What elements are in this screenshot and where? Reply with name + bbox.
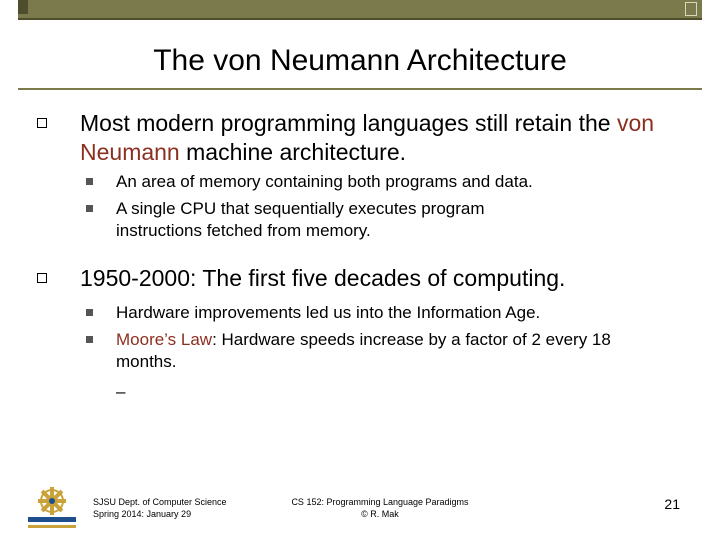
- sub-bullet-1-1: [116, 171, 656, 193]
- footer-course-line2: © R. Mak: [361, 509, 399, 519]
- decor-square: [18, 0, 28, 14]
- footer-dept: [93, 496, 227, 520]
- footer-dept-line1: SJSU Dept. of Computer Science: [93, 497, 227, 507]
- bullet-1-text: Most modern programming languages still retain the: [80, 110, 617, 136]
- page-number: 21: [664, 496, 680, 512]
- bullet-1-accent: von Neumann: [80, 110, 655, 165]
- filled-square-bullet-icon: [86, 178, 93, 185]
- filled-square-bullet-icon: [86, 309, 93, 316]
- title-rule: [18, 88, 702, 90]
- footer-course-line1: CS 152: Programming Language Paradigms: [291, 497, 469, 507]
- decor-outline-square: [685, 2, 697, 16]
- top-decor-bar: [18, 0, 702, 20]
- sub-bullet-2-2: [116, 329, 636, 373]
- sub-bullet-1-1-text: An area of memory containing both programs and data.: [116, 172, 533, 191]
- sub-bullet-2-1: [116, 302, 656, 324]
- sub-bullet-2-1-text: Hardware improvements led us into the Information Age.: [116, 303, 541, 322]
- bullet-2: [80, 264, 690, 293]
- sub-bullet-1-2-text: A single CPU that sequentially executes program instructions fetched from memory.: [116, 199, 485, 240]
- footer-dept-line2: Spring 2014: January 29: [93, 509, 192, 519]
- bullet-1: [80, 109, 690, 167]
- filled-square-bullet-icon: [86, 205, 93, 212]
- square-bullet-icon: [37, 118, 47, 128]
- bullet-1-text-end: machine architecture.: [179, 139, 407, 165]
- bullet-2-text: 1950-2000: The first five decades of computing.: [80, 265, 566, 291]
- sjsu-seal-icon: [24, 486, 80, 532]
- slide-title: The von Neumann Architecture: [153, 44, 567, 77]
- sjsu-logo: [24, 486, 80, 532]
- square-bullet-icon: [37, 273, 47, 283]
- moores-law-accent: Moore’s Law: [116, 330, 213, 349]
- sub-bullet-1-2: [116, 198, 516, 242]
- trailing-dash: –: [116, 382, 126, 401]
- filled-square-bullet-icon: [86, 336, 93, 343]
- sub-bullet-2-2-text: : Hardware speeds increase by a factor of 2 every 18 months.: [116, 330, 611, 371]
- footer-course: [280, 496, 480, 520]
